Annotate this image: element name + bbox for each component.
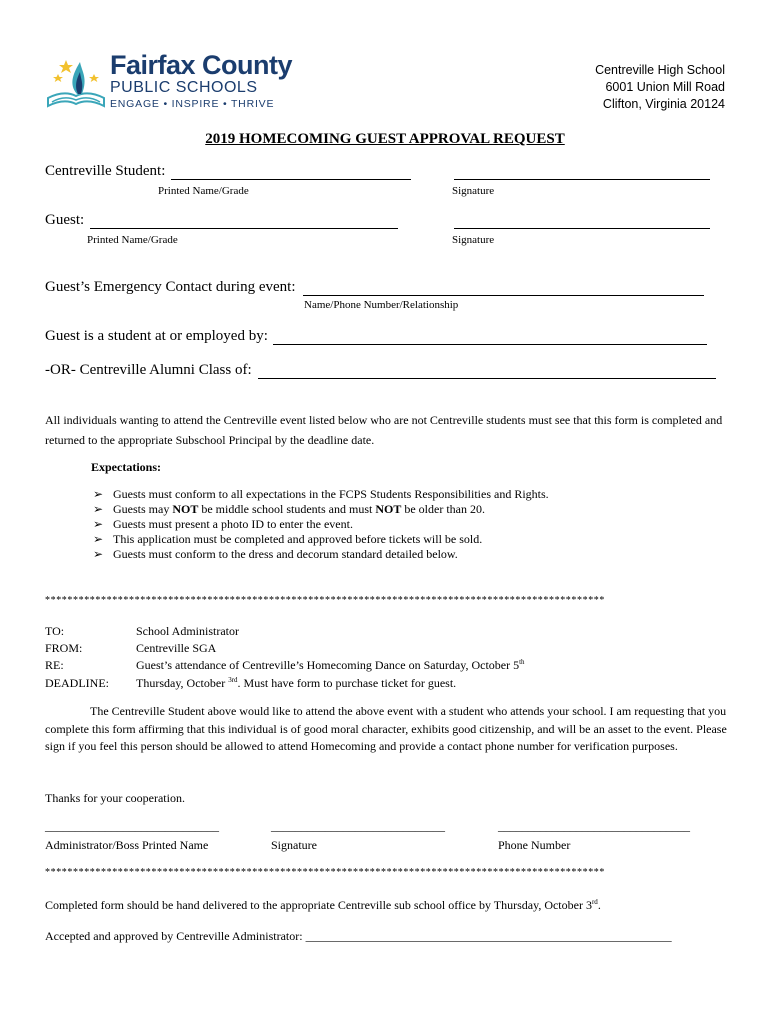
- guest-name-caption: Printed Name/Grade: [87, 234, 178, 246]
- memo-re-value: Guest’s attendance of Centreville’s Homecoming Dance on Saturday, October 5th: [136, 658, 525, 672]
- delivery-note: Completed form should be hand delivered to the appropriate Centreville sub school office by Thursday, October 3rd.: [45, 898, 601, 912]
- admin-phone-caption: Phone Number: [498, 838, 571, 852]
- student-signature-caption: Signature: [452, 185, 495, 197]
- admin-name-field[interactable]: _____________________________: [45, 819, 219, 833]
- address-line-2: 6001 Union Mill Road: [605, 80, 725, 94]
- address-line-3: Clifton, Virginia 20124: [602, 97, 725, 111]
- logo-title: Fairfax County: [110, 50, 293, 80]
- employed-by-field[interactable]: [273, 344, 707, 345]
- thanks-text: Thanks for your cooperation.: [45, 791, 185, 805]
- approval-line[interactable]: Accepted and approved by Centreville Administrator: _____________________________________________________________: [45, 929, 672, 943]
- employed-by-label: Guest is a student at or employed by:: [45, 328, 268, 344]
- alumni-class-field[interactable]: [258, 378, 716, 379]
- arrow-bullet-icon: ➢: [93, 517, 104, 531]
- list-item: ➢ Guests must present a photo ID to enter the event.: [93, 517, 353, 531]
- emergency-contact-field[interactable]: [303, 295, 704, 296]
- page-title: 2019 HOMECOMING GUEST APPROVAL REQUEST: [205, 131, 565, 147]
- arrow-bullet-icon: ➢: [93, 532, 104, 546]
- memo-deadline-value: Thursday, October $^{3rd}$. Must have form to purchase ticket for guest.: [136, 676, 457, 690]
- admin-phone-field[interactable]: ________________________________: [498, 819, 690, 833]
- emergency-contact-caption: Name/Phone Number/Relationship: [304, 299, 459, 311]
- memo-to-key: TO:: [45, 624, 65, 638]
- memo-from-key: FROM:: [45, 641, 83, 655]
- arrow-bullet-icon: ➢: [93, 502, 104, 516]
- student-name-caption: Printed Name/Grade: [158, 185, 249, 197]
- logo-tagline: ENGAGE • INSPIRE • THRIVE: [110, 98, 275, 110]
- address-line-1: Centreville High School: [595, 63, 725, 77]
- star-divider: ****************************************************************************************************: [45, 867, 605, 878]
- guest-signature-caption: Signature: [452, 234, 495, 246]
- star-divider: ****************************************************************************************************: [45, 595, 605, 606]
- memo-to-value: School Administrator: [136, 624, 239, 638]
- emergency-contact-label: Guest’s Emergency Contact during event:: [45, 279, 296, 295]
- admin-signature-field[interactable]: _____________________________: [271, 819, 445, 833]
- guest-label: Guest:: [45, 212, 85, 228]
- admin-signature-caption: Signature: [271, 838, 317, 852]
- memo-deadline-key: DEADLINE:: [45, 676, 109, 690]
- memo-from-value: Centreville SGA: [136, 641, 217, 655]
- list-item: ➢ Guests must conform to the dress and decorum standard detailed below.: [93, 547, 458, 561]
- student-name-field[interactable]: [171, 179, 411, 180]
- guest-name-field[interactable]: [90, 228, 398, 229]
- student-signature-field[interactable]: [454, 179, 710, 180]
- list-item: ➢ Guests must conform to all expectations in the FCPS Students Responsibilities and Rights.: [93, 487, 549, 501]
- student-label: Centreville Student:: [45, 163, 166, 179]
- list-item: ➢ Guests may NOT be middle school students and must NOT be older than 20.: [93, 502, 485, 516]
- memo-re-key: RE:: [45, 658, 64, 672]
- arrow-bullet-icon: ➢: [93, 487, 104, 501]
- expectations-heading: Expectations:: [91, 460, 161, 474]
- alumni-class-label: -OR- Centreville Alumni Class of:: [45, 362, 252, 378]
- logo-subtitle: PUBLIC SCHOOLS: [110, 79, 258, 96]
- request-paragraph: The Centreville Student above would like to attend the above event with a student who attends your school. I am requesting that you complete this form affirming that this individual is of good moral character, exhibits good citizenship, and will be an asset to the event. Please sign if you feel this person should be allowed to attend Homecoming and provide a contact phone number for verification purposes.: [45, 704, 727, 753]
- guest-signature-field[interactable]: [454, 228, 710, 229]
- arrow-bullet-icon: ➢: [93, 547, 104, 561]
- list-item: ➢ This application must be completed and approved before tickets will be sold.: [93, 532, 483, 546]
- expectations-list: [93, 487, 549, 562]
- admin-name-caption: Administrator/Boss Printed Name: [45, 838, 209, 852]
- intro-paragraph: All individuals wanting to attend the Centreville event listed below who are not Centreville students must see that this form is completed and returned to the appropriate Subschool Principal by the deadline date.: [45, 413, 723, 447]
